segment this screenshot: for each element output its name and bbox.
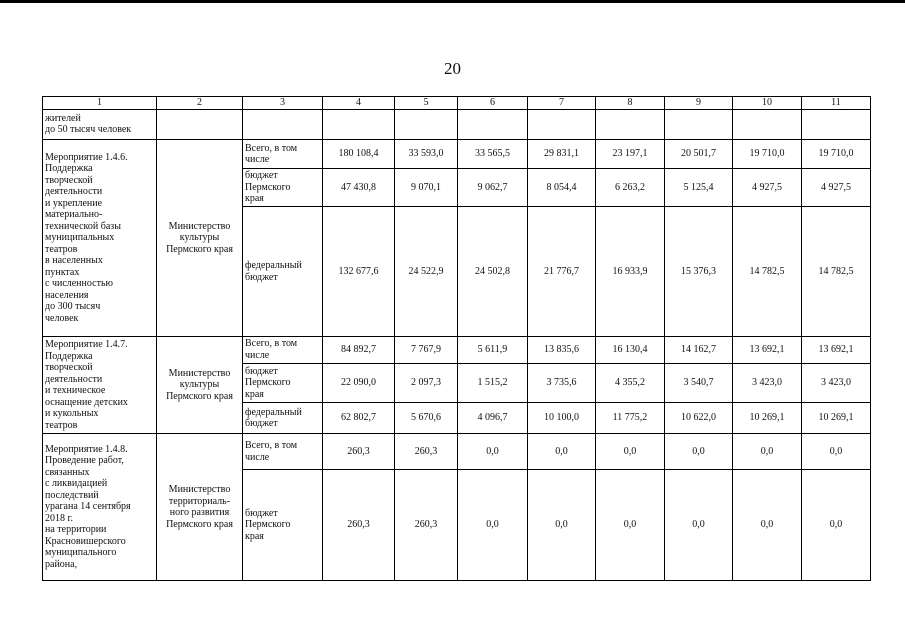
value-cell: 5 670,6 <box>395 402 458 434</box>
value-cell: 13 692,1 <box>733 336 802 363</box>
table-row <box>43 336 871 363</box>
value-cell: 24 522,9 <box>395 207 458 336</box>
value-cell: 0,0 <box>802 470 871 581</box>
value-cell: 0,0 <box>802 434 871 470</box>
value-cell: 7 767,9 <box>395 336 458 363</box>
funding-source: федеральный бюджет <box>243 207 323 336</box>
responsible-executor: Министерство культуры Пермского края <box>157 140 243 336</box>
funding-source: Всего, в том числе <box>243 434 323 470</box>
value-cell: 3 423,0 <box>802 364 871 403</box>
value-cell: 0,0 <box>596 434 665 470</box>
column-number: 9 <box>665 97 733 110</box>
value-cell: 22 090,0 <box>323 364 395 403</box>
value-cell: 10 100,0 <box>528 402 596 434</box>
value-cell: 260,3 <box>395 434 458 470</box>
empty-cell <box>802 109 871 140</box>
value-cell: 13 692,1 <box>802 336 871 363</box>
value-cell: 3 423,0 <box>733 364 802 403</box>
empty-cell <box>528 109 596 140</box>
continuation-row <box>43 109 871 140</box>
value-cell: 13 835,6 <box>528 336 596 363</box>
empty-cell <box>323 109 395 140</box>
column-number: 2 <box>157 97 243 110</box>
value-cell: 14 782,5 <box>733 207 802 336</box>
budget-table <box>42 96 871 581</box>
value-cell: 62 802,7 <box>323 402 395 434</box>
empty-cell <box>243 109 323 140</box>
empty-cell <box>665 109 733 140</box>
page-number: 20 <box>444 59 461 78</box>
column-number: 10 <box>733 97 802 110</box>
value-cell: 16 130,4 <box>596 336 665 363</box>
value-cell: 260,3 <box>323 470 395 581</box>
value-cell: 10 269,1 <box>802 402 871 434</box>
column-number: 4 <box>323 97 395 110</box>
value-cell: 16 933,9 <box>596 207 665 336</box>
value-cell: 0,0 <box>458 434 528 470</box>
value-cell: 23 197,1 <box>596 140 665 169</box>
value-cell: 5 125,4 <box>665 168 733 207</box>
value-cell: 10 622,0 <box>665 402 733 434</box>
column-number: 3 <box>243 97 323 110</box>
funding-source: бюджет Пермского края <box>243 470 323 581</box>
value-cell: 4 355,2 <box>596 364 665 403</box>
column-number: 1 <box>43 97 157 110</box>
column-number: 7 <box>528 97 596 110</box>
value-cell: 5 611,9 <box>458 336 528 363</box>
value-cell: 11 775,2 <box>596 402 665 434</box>
measure-name-continued: жителей до 50 тысяч человек <box>43 109 157 140</box>
value-cell: 0,0 <box>665 434 733 470</box>
responsible-executor: Министерство территориаль- ного развития Пермского края <box>157 434 243 581</box>
value-cell: 47 430,8 <box>323 168 395 207</box>
value-cell: 260,3 <box>395 470 458 581</box>
value-cell: 1 515,2 <box>458 364 528 403</box>
value-cell: 19 710,0 <box>733 140 802 169</box>
empty-cell <box>157 109 243 140</box>
value-cell: 33 565,5 <box>458 140 528 169</box>
table-row <box>43 140 871 169</box>
value-cell: 180 108,4 <box>323 140 395 169</box>
column-number-row <box>43 97 871 110</box>
empty-cell <box>596 109 665 140</box>
funding-source: Всего, в том числе <box>243 336 323 363</box>
value-cell: 3 540,7 <box>665 364 733 403</box>
value-cell: 84 892,7 <box>323 336 395 363</box>
value-cell: 4 927,5 <box>802 168 871 207</box>
measure-name: Мероприятие 1.4.6. Поддержка творческой деятельности и укрепление материально- технической базы муниципальных театров в населенных пунктах с численностью населения до 300 тысяч человек <box>43 140 157 336</box>
column-number: 8 <box>596 97 665 110</box>
value-cell: 0,0 <box>528 470 596 581</box>
value-cell: 0,0 <box>665 470 733 581</box>
responsible-executor: Министерство культуры Пермского края <box>157 336 243 434</box>
funding-source: Всего, в том числе <box>243 140 323 169</box>
funding-source: бюджет Пермского края <box>243 364 323 403</box>
funding-source: бюджет Пермского края <box>243 168 323 207</box>
value-cell: 132 677,6 <box>323 207 395 336</box>
value-cell: 0,0 <box>596 470 665 581</box>
empty-cell <box>458 109 528 140</box>
funding-source: федеральный бюджет <box>243 402 323 434</box>
scan-top-edge <box>0 0 905 3</box>
value-cell: 29 831,1 <box>528 140 596 169</box>
value-cell: 33 593,0 <box>395 140 458 169</box>
value-cell: 9 062,7 <box>458 168 528 207</box>
value-cell: 6 263,2 <box>596 168 665 207</box>
measure-name: Мероприятие 1.4.7. Поддержка творческой деятельности и техническое оснащение детских и кукольных театров <box>43 336 157 434</box>
value-cell: 2 097,3 <box>395 364 458 403</box>
column-number: 6 <box>458 97 528 110</box>
empty-cell <box>733 109 802 140</box>
empty-cell <box>395 109 458 140</box>
value-cell: 20 501,7 <box>665 140 733 169</box>
value-cell: 0,0 <box>458 470 528 581</box>
measure-name: Мероприятие 1.4.8. Проведение работ, связанных с ликвидацией последствий урагана 14 сентября 2018 г. на территории Красновишерского муниципального района, <box>43 434 157 581</box>
value-cell: 14 162,7 <box>665 336 733 363</box>
value-cell: 4 927,5 <box>733 168 802 207</box>
value-cell: 21 776,7 <box>528 207 596 336</box>
column-number: 11 <box>802 97 871 110</box>
value-cell: 8 054,4 <box>528 168 596 207</box>
value-cell: 260,3 <box>323 434 395 470</box>
value-cell: 0,0 <box>733 434 802 470</box>
value-cell: 9 070,1 <box>395 168 458 207</box>
value-cell: 14 782,5 <box>802 207 871 336</box>
value-cell: 10 269,1 <box>733 402 802 434</box>
value-cell: 0,0 <box>733 470 802 581</box>
value-cell: 3 735,6 <box>528 364 596 403</box>
value-cell: 19 710,0 <box>802 140 871 169</box>
value-cell: 0,0 <box>528 434 596 470</box>
value-cell: 24 502,8 <box>458 207 528 336</box>
value-cell: 4 096,7 <box>458 402 528 434</box>
table-row <box>43 434 871 470</box>
column-number: 5 <box>395 97 458 110</box>
value-cell: 15 376,3 <box>665 207 733 336</box>
